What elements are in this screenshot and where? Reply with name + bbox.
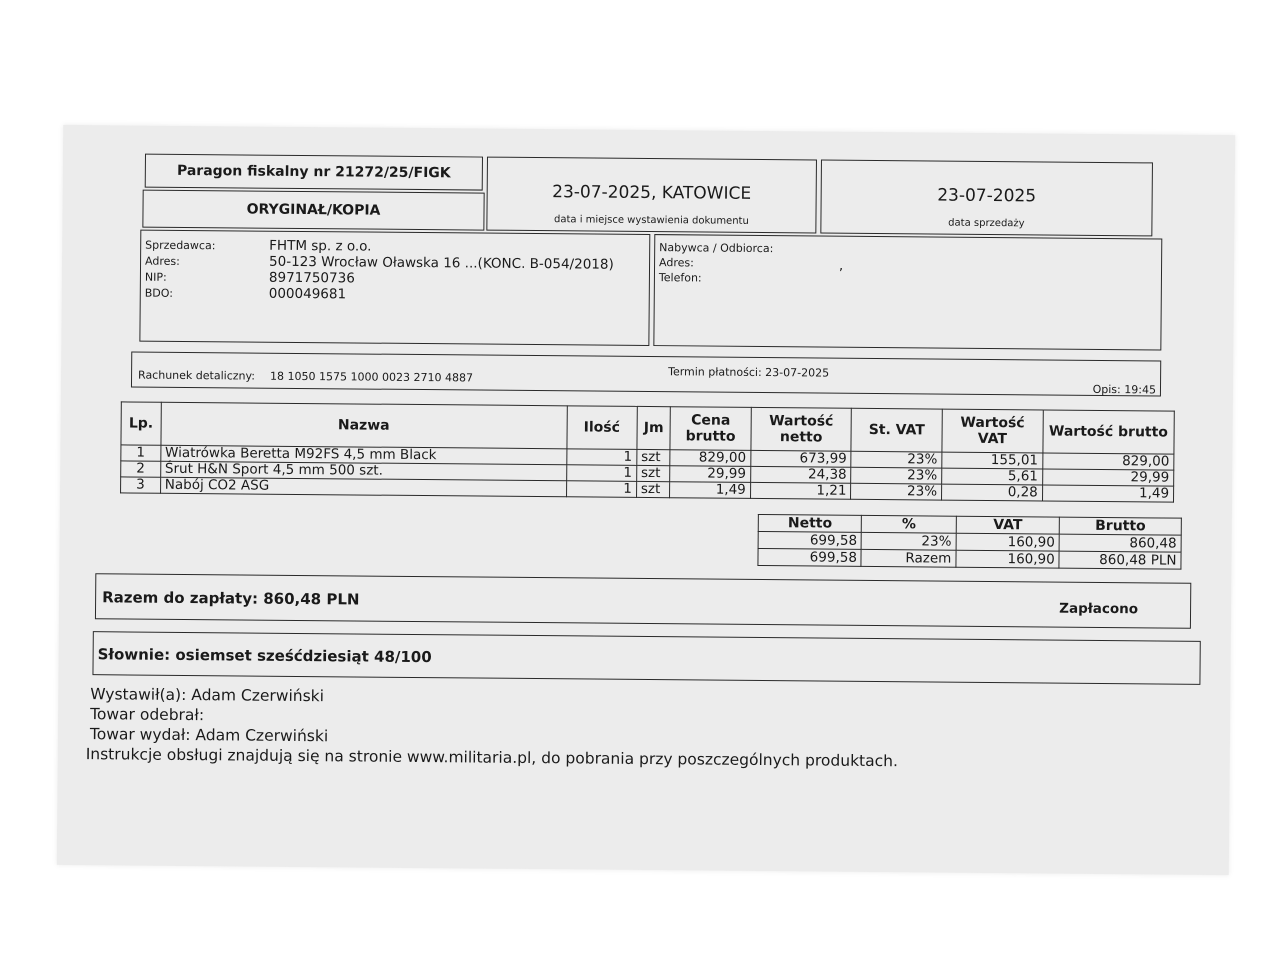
cell-gross-value: 29,99 (1042, 469, 1173, 486)
buyer-address-label: Adres: (659, 256, 694, 270)
col-unit: Jm (637, 406, 671, 449)
summary-total-row (758, 548, 1181, 569)
sale-date-box (820, 160, 1153, 237)
cell-unit: szt (636, 465, 670, 481)
copy-label-text: ORYGINAŁ/KOPIA (246, 201, 381, 219)
account-label: Rachunek detaliczny: (138, 368, 255, 383)
nip-label: NIP: (144, 270, 167, 284)
cell-qty: 1 (566, 481, 636, 498)
receipt-paper (57, 125, 1235, 875)
seller-box (139, 230, 650, 346)
cell-lp: 1 (121, 445, 161, 461)
instructions-note: Instrukcje obsługi znajdują się na stronie www.militaria.pl, do pobrania przy poszczególnych produktach. (85, 745, 899, 771)
col-vat-value: Wartość VAT (942, 409, 1043, 453)
sum-vat: 160,90 (956, 533, 1060, 551)
receipt-title-text: Paragon fiskalny nr 21272/25/FIGK (176, 162, 451, 182)
col-gross-value: Wartość brutto (1043, 410, 1175, 454)
cell-name: Śrut H&N Sport 4,5 mm 500 szt. (160, 461, 566, 481)
total-to-pay: Razem do zapłaty: 860,48 PLN (102, 588, 360, 609)
receipt-title (145, 154, 483, 191)
cell-net-value: 1,21 (750, 482, 851, 499)
cell-vat-rate: 23% (851, 467, 942, 484)
cell-vat-value: 155,01 (942, 452, 1043, 469)
col-net-value: Wartość netto (751, 407, 852, 451)
issue-date-place: 23-07-2025, KATOWICE (552, 182, 752, 204)
buyer-phone-label: Telefon: (658, 271, 702, 285)
buyer-mark: , (838, 258, 844, 274)
buyer-label: Nabywca / Odbiorca: (659, 241, 774, 256)
cell-lp: 2 (121, 461, 161, 477)
sum-col-vat: VAT (956, 516, 1060, 534)
issue-caption: data i miejsce wystawienia dokumentu (553, 214, 749, 227)
released-by: Towar wydał: Adam Czerwiński (89, 725, 329, 746)
cell-gross-price: 829,00 (670, 450, 750, 467)
col-vat-rate: St. VAT (851, 408, 942, 452)
sum-rate: 23% (862, 532, 957, 550)
cell-qty: 1 (566, 449, 636, 466)
cell-net-value: 24,38 (750, 466, 851, 483)
col-qty: Ilość (567, 406, 638, 450)
cell-net-value: 673,99 (751, 450, 852, 467)
vat-summary-table (757, 514, 1181, 570)
sum-net: 699,58 (758, 531, 862, 549)
bdo-label: BDO: (144, 286, 174, 300)
cell-vat-rate: 23% (851, 483, 942, 500)
col-name: Nazwa (161, 402, 567, 449)
cell-gross-value: 1,49 (1042, 485, 1173, 502)
received-by: Towar odebrał: (90, 705, 205, 725)
account-value: 18 1050 1575 1000 0023 2710 4887 (270, 369, 474, 385)
sum-net-total: 699,58 (758, 548, 862, 566)
cell-vat-rate: 23% (851, 451, 942, 468)
sale-date: 23-07-2025 (937, 185, 1037, 207)
col-lp: Lp. (121, 402, 161, 445)
note: Opis: 19:45 (1092, 382, 1157, 397)
sum-vat-total: 160,90 (956, 550, 1060, 568)
sum-col-rate: % (862, 515, 957, 533)
sum-gross-total: 860,48 PLN (1059, 551, 1181, 569)
cell-unit: szt (637, 449, 671, 465)
copy-label (142, 190, 484, 231)
seller-label: Sprzedawca: (145, 238, 216, 253)
seller-address-value: 50-123 Wrocław Oławska 16 ...(KONC. B-054/2018) (268, 253, 614, 273)
sum-col-net: Netto (758, 514, 862, 532)
payment-box (131, 352, 1161, 397)
cell-name: Wiatrówka Beretta M92FS 4,5 mm Black (160, 445, 566, 465)
cell-vat-value: 5,61 (942, 468, 1043, 485)
amount-in-words: Słownie: osiemset sześćdziesiąt 48/100 (97, 645, 432, 667)
cell-gross-price: 29,99 (670, 466, 750, 483)
amount-in-words-box (92, 631, 1200, 685)
due-date: Termin płatności: 23-07-2025 (668, 365, 830, 380)
sum-rate-total: Razem (861, 549, 956, 567)
total-box (95, 573, 1191, 629)
cell-gross-price: 1,49 (670, 482, 750, 499)
seller-address-label: Adres: (145, 254, 180, 268)
issued-by: Wystawił(a): Adam Czerwiński (90, 685, 325, 706)
sale-caption: data sprzedaży (948, 217, 1025, 230)
bdo-value: 000049681 (268, 285, 347, 303)
nip-value: 8971750736 (268, 269, 355, 287)
items-table (120, 401, 1175, 502)
buyer-box (653, 234, 1162, 350)
cell-vat-value: 0,28 (941, 484, 1042, 501)
cell-name: Nabój CO2 ASG (160, 477, 566, 497)
paid-status: Zapłacono (1059, 600, 1139, 618)
seller-value: FHTM sp. z o.o. (269, 237, 372, 255)
cell-gross-value: 829,00 (1042, 453, 1173, 470)
cell-unit: szt (636, 481, 670, 497)
col-gross-price: Cena brutto (670, 407, 751, 451)
issue-date-box (486, 157, 817, 234)
cell-lp: 3 (121, 477, 161, 493)
sum-gross: 860,48 (1059, 534, 1181, 552)
sum-col-gross: Brutto (1059, 517, 1181, 535)
cell-qty: 1 (566, 465, 636, 482)
